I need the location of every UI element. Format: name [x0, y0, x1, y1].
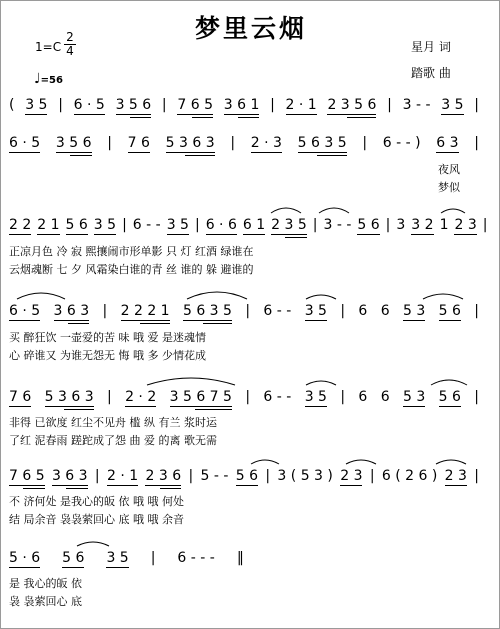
slur [17, 293, 65, 299]
note-group: ( [9, 97, 15, 113]
bar-line: | [122, 217, 127, 233]
lyric-line: 结 局余音 袅袅萦回心 底 哦 哦 余音 [9, 513, 184, 526]
beam-line [271, 234, 307, 235]
key-signature: 1=C [35, 40, 62, 54]
note-group: 5 3 6 3 [165, 135, 215, 151]
beam-line [130, 117, 151, 118]
note-group: 7 6 [9, 389, 32, 405]
bar-line: | [161, 97, 167, 113]
lyric-line: 袅 袅萦回心 底 [9, 595, 82, 608]
note-group: 3 6 1 [223, 97, 260, 113]
note-group: 3 6 3 [53, 303, 90, 319]
tempo-value: =56 [40, 75, 63, 86]
lyric-line: 是 我心的皈 依 [9, 577, 82, 590]
beam-line [9, 234, 31, 235]
note-group: 2 2 2 1 [120, 303, 170, 319]
bar-line: | [245, 389, 251, 405]
beam-line [45, 406, 94, 407]
bar-line: | [106, 389, 112, 405]
time-denominator: 4 [66, 44, 74, 58]
beam-line [192, 117, 213, 118]
pickup-lyric-2: 梦似 [438, 181, 460, 194]
beam-line [340, 485, 362, 486]
bar-line: | [150, 550, 156, 566]
note-group: 1 [439, 217, 449, 233]
song-title: 梦里云烟 [194, 14, 307, 43]
note-group: 5 3 [403, 303, 426, 319]
lyric-line: 了红 泥春雨 蹉跎成了怨 曲 爱 的离 歌无需 [9, 434, 217, 447]
beam-line [185, 155, 214, 156]
note-group: 3 [396, 217, 406, 233]
note-group: 3 5 6 7 5 [169, 389, 232, 405]
note-group: 3 5 [93, 217, 117, 233]
note-group: 5 · 6 [9, 550, 41, 566]
slur [423, 294, 463, 299]
beam-line [56, 152, 92, 153]
note-group: 5 6 3 5 [182, 303, 232, 319]
note-group: 3 5 6 [115, 97, 152, 113]
time-signature [64, 31, 76, 58]
beam-line [125, 406, 156, 407]
beam-line [445, 485, 467, 486]
slur [77, 542, 109, 546]
slur [251, 460, 279, 464]
beam-line [206, 234, 237, 235]
note-group: 5 - - [200, 468, 229, 484]
beam-line [66, 234, 88, 235]
beam-line [23, 488, 44, 489]
beam-line [54, 320, 90, 321]
slur [306, 295, 336, 299]
note-group: 3 ( 5 3 ) [277, 468, 333, 484]
bar-line: | [474, 303, 479, 319]
note-group: 5 6 [62, 550, 85, 566]
beam-line [52, 485, 88, 486]
beam-line [347, 117, 376, 118]
bar-line: | [474, 97, 479, 113]
slur [147, 378, 235, 385]
bar-line: | [474, 389, 479, 405]
beam-line [411, 234, 433, 235]
note-group: 2 3 5 [271, 217, 307, 233]
beam-line [9, 567, 40, 568]
note-group: 6 - - [263, 389, 292, 405]
bar-line: | [94, 468, 100, 484]
note-group: 3 5 [304, 389, 327, 405]
note-group: 3 5 [441, 97, 464, 113]
slur [306, 381, 336, 385]
beam-line [74, 114, 105, 115]
bar-line: | [340, 303, 346, 319]
bar-line: | [102, 303, 108, 319]
note-group: 6 - - - [177, 550, 215, 566]
beam-line [128, 152, 150, 153]
bar-line: | [270, 97, 275, 113]
beam-line [305, 320, 327, 321]
beam-line [9, 152, 40, 153]
beam-line [70, 155, 91, 156]
beam-line [454, 234, 476, 235]
note-group: 3 2 [411, 217, 434, 233]
lyric-line: 正凉月色 冷 寂 熙攘闹市形单影 只 灯 红酒 绿谁在 [9, 245, 254, 258]
note-group: 6 · 5 [9, 303, 41, 319]
beam-line [107, 485, 138, 486]
beam-line [243, 234, 265, 235]
note-group: 2 3 [340, 468, 363, 484]
beam-line [305, 406, 327, 407]
beam-line [37, 234, 59, 235]
note-group: 6 [358, 389, 368, 405]
beam-line [439, 406, 461, 407]
note-group: 3 5 [106, 550, 129, 566]
note-group: 5 6 [357, 217, 380, 233]
bar-line: | [340, 389, 346, 405]
bar-line: | [230, 135, 236, 151]
slur [441, 209, 465, 213]
beam-line [203, 323, 232, 324]
note-group: 6 ( 2 6 ) [381, 468, 438, 484]
bar-line: | [385, 217, 391, 233]
beam-line [436, 152, 458, 153]
beam-line [62, 567, 84, 568]
slur [271, 208, 301, 213]
note-group: 2 · 2 [125, 389, 157, 405]
note-group: 2 3 [444, 468, 467, 484]
bar-line: | [188, 468, 194, 484]
lyric-line: 买 醉狂饮 一壶爱的苦 味 哦 爱 是迷魂情 [9, 331, 206, 344]
bar-line: | [107, 135, 112, 151]
note-group: 3 6 3 [51, 468, 88, 484]
beam-line [238, 117, 259, 118]
quarter-note-icon: ♩ [34, 71, 41, 87]
beam-line [145, 485, 181, 486]
note-group: 6 [358, 303, 368, 319]
tempo-mark [34, 71, 63, 87]
note-group: 6 - - [263, 303, 292, 319]
slur [431, 380, 467, 385]
slur [436, 460, 466, 464]
beam-line [298, 152, 347, 153]
note-group: 5 6 [65, 217, 88, 233]
note-group: 6 - - ) [382, 135, 421, 151]
beam-line [439, 320, 461, 321]
beam-line [195, 409, 232, 410]
composer-credit: 踏歌 曲 [411, 66, 451, 80]
bar-line: | [194, 217, 200, 233]
note-group: 3 - - [323, 217, 352, 233]
note-group: 3 5 [25, 97, 48, 113]
note-group: 2 2 [9, 217, 32, 233]
beam-line [327, 114, 376, 115]
beam-line [106, 567, 128, 568]
beam-line [177, 114, 213, 115]
note-group: 5 6 3 5 [297, 135, 347, 151]
beam-line [251, 152, 282, 153]
beam-line [236, 485, 258, 486]
final-bar-line: ‖ [236, 550, 244, 566]
beam-line [68, 323, 89, 324]
beam-line [403, 406, 425, 407]
note-group: 6 · 6 [205, 217, 237, 233]
bar-line: | [387, 97, 392, 113]
beam-line [121, 320, 170, 321]
bar-line: | [474, 135, 479, 151]
note-group: 2 1 [37, 217, 60, 233]
beam-line [183, 320, 232, 321]
beam-line [403, 320, 425, 321]
time-numerator: 2 [66, 30, 74, 44]
slur [319, 208, 349, 213]
note-group: 2 3 [454, 217, 477, 233]
bar-line: | [58, 97, 63, 113]
note-group: 5 6 [235, 468, 259, 484]
note-group: 2 · 1 [285, 97, 317, 113]
lyricist-credit: 星月 词 [411, 40, 451, 54]
bar-line: | [482, 217, 488, 233]
beam-line [167, 234, 189, 235]
note-group: 5 3 [403, 389, 426, 405]
note-group: 5 6 [438, 303, 461, 319]
beam-line [286, 114, 317, 115]
lyric-line: 不 济何处 是我心的皈 依 哦 哦 何处 [9, 495, 184, 508]
note-group: 6 · 5 [73, 97, 105, 113]
slur [187, 292, 247, 299]
note-group: 6 [380, 389, 390, 405]
lyric-line: 心 碎谁又 为谁无怨无 悔 哦 多 少情花成 [9, 349, 206, 362]
beam-line [9, 485, 45, 486]
beam-line [166, 152, 215, 153]
note-group: 7 6 5 [177, 97, 213, 113]
beam-line [140, 323, 169, 324]
note-group: 5 6 [438, 389, 461, 405]
pickup-lyric-1: 夜风 [438, 163, 460, 176]
bar-line: | [474, 468, 479, 484]
note-group: 6 3 [436, 135, 459, 151]
note-group: 2 · 3 [250, 135, 282, 151]
lyric-line: 云烟魂断 七 夕 风霜染白谁的青 丝 谁的 躲 避谁的 [9, 263, 254, 276]
bar-line: | [245, 303, 251, 319]
bar-line: | [369, 468, 375, 484]
beam-line [66, 488, 87, 489]
note-group: 7 6 5 [9, 468, 45, 484]
note-group: 3 5 [166, 217, 189, 233]
beam-line [9, 320, 40, 321]
beam-line [9, 406, 31, 407]
bar-line: | [265, 468, 271, 484]
beam-line [317, 155, 346, 156]
beam-line [94, 234, 116, 235]
note-group: 6 1 [242, 217, 266, 233]
note-group: 2 3 5 6 [327, 97, 377, 113]
slur [346, 460, 376, 464]
beam-line [116, 114, 152, 115]
lyric-line: 非得 已欲度 红尘不见舟 槛 纵 有兰 浆时运 [9, 416, 217, 429]
beam-line [170, 406, 232, 407]
note-group: 2 · 1 [106, 468, 139, 484]
note-group: 3 5 [304, 303, 327, 319]
beam-line [25, 114, 47, 115]
note-group: 6 [380, 303, 390, 319]
bar-line: | [362, 135, 368, 151]
beam-line [160, 488, 181, 489]
note-group: 2 3 6 [145, 468, 182, 484]
beam-line [357, 234, 379, 235]
note-group: 6 · 5 [9, 135, 41, 151]
note-group: 3 - - [402, 97, 431, 113]
beam-line [441, 114, 463, 115]
beam-line [224, 114, 260, 115]
note-group: 3 5 6 [55, 135, 92, 151]
note-group: 7 6 [127, 135, 150, 151]
beam-line [285, 237, 306, 238]
bar-line: | [312, 217, 318, 233]
note-group: 6 - - [132, 217, 161, 233]
note-group: 5 3 6 3 [44, 389, 94, 405]
beam-line [64, 409, 93, 410]
